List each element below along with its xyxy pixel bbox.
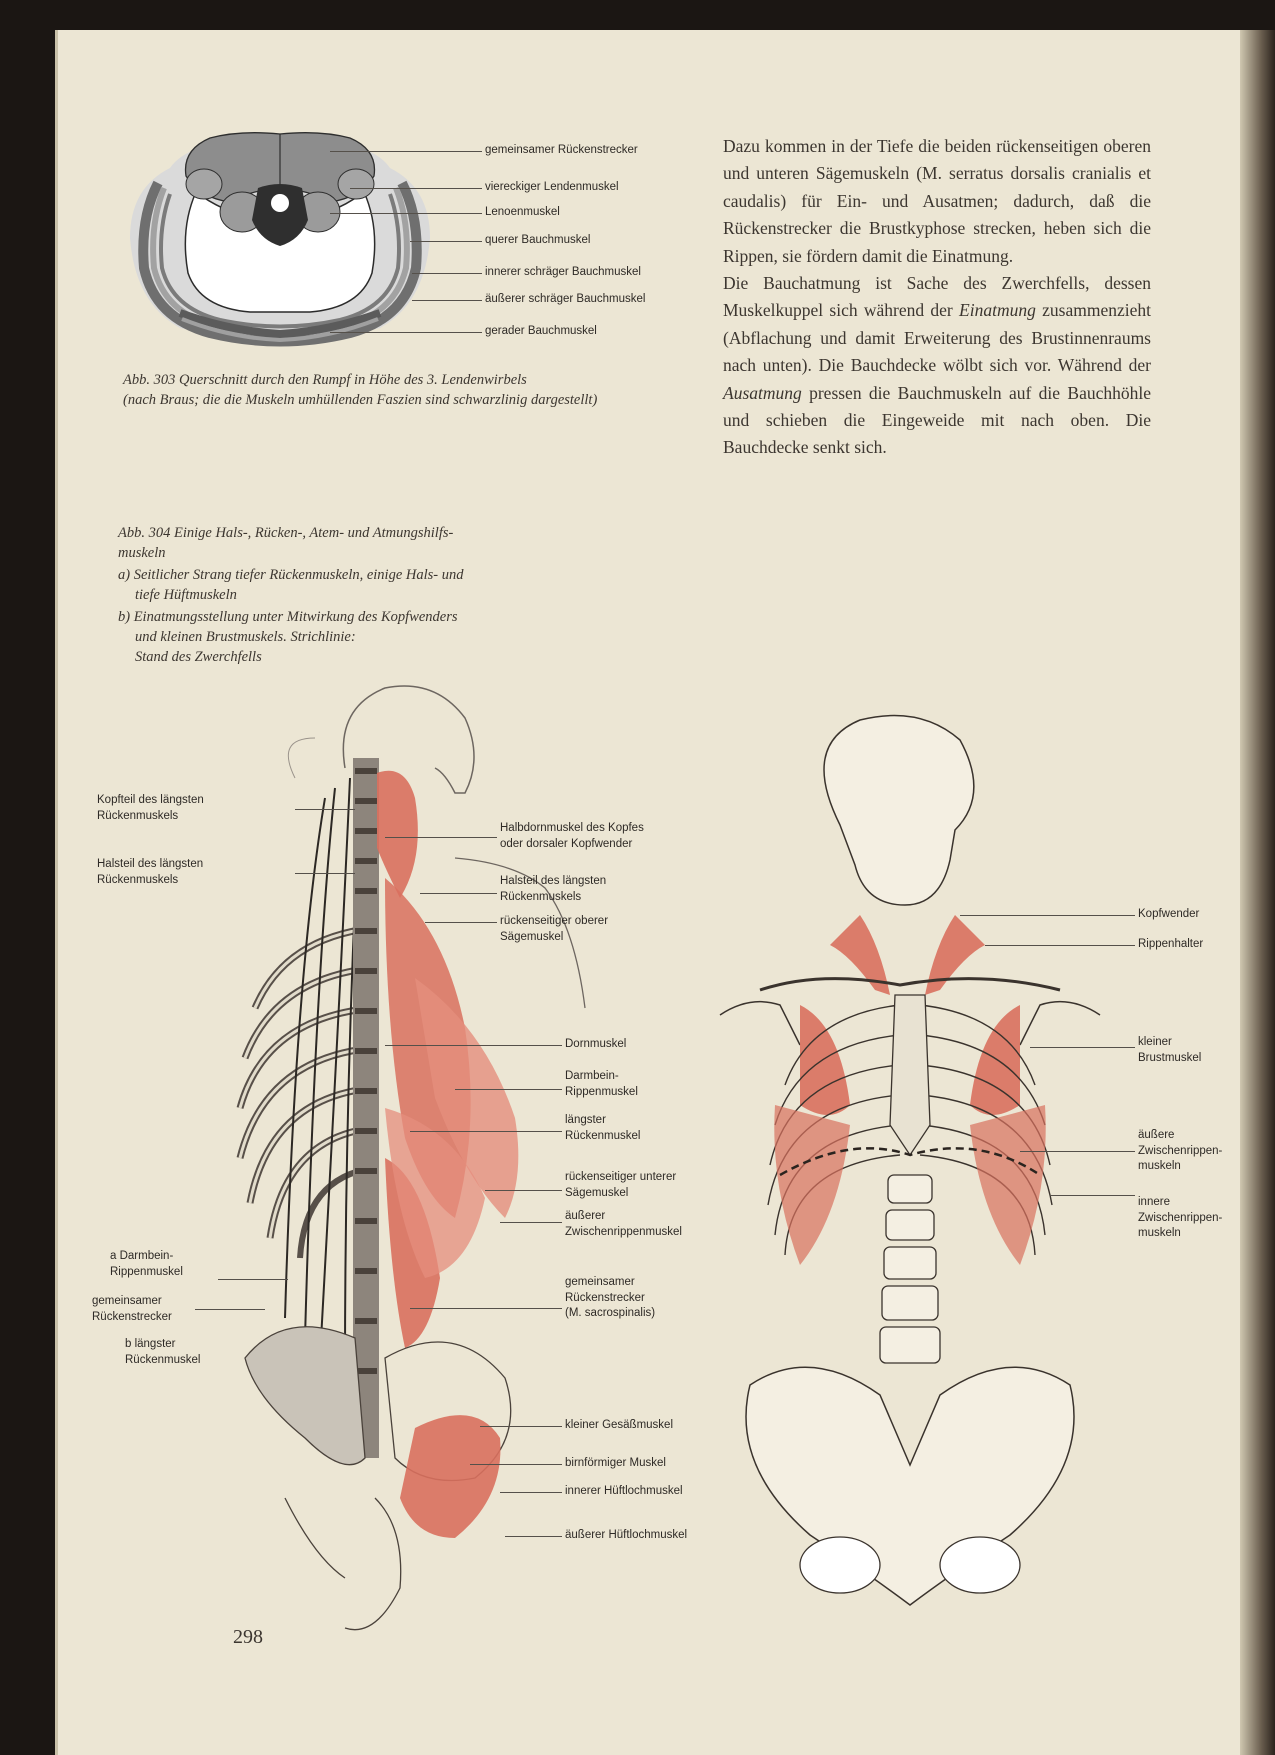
fig304a-right-label: kleiner Gesäßmuskel <box>565 1419 674 1431</box>
fig304-caption-a2: tiefe Hüftmuskeln <box>135 587 237 603</box>
fig304a-right-label: äußerer Zwischenrippenmuskel <box>565 1210 682 1238</box>
fig304a-left-label: Kopfteil des längsten Rückenmuskels <box>97 794 204 822</box>
fig304b-label: Kopfwender <box>1138 908 1200 920</box>
fig304a-right-label: rückenseitiger unterer Sägemuskel <box>565 1171 677 1199</box>
fig303-label: äußerer schräger Bauchmuskel <box>485 293 646 305</box>
fig304a-left-label: a Darmbein- Rippenmuskel <box>110 1250 183 1278</box>
fig303-label: Lenoenmuskel <box>485 206 560 218</box>
body-text <box>723 133 1151 462</box>
body-paragraph-1: Dazu kommen in der Tiefe die beiden rückenseitigen oberen und unteren Sägemuskeln (M. serratus dorsalis cranialis et caudalis) für Ein- und Ausatmen; dadurch, daß die Rückenstrecker die Brustkyphose strecken, heben sich die Rippen, sie fördern damit die Einatmung. <box>723 136 1151 266</box>
fig304b-label: äußere Zwischenrippen- muskeln <box>1138 1129 1223 1172</box>
fig304a-right-label: birnförmiger Muskel <box>565 1457 666 1469</box>
fig304-caption-b1: b) Einatmungsstellung unter Mitwirkung des Kopfwenders <box>118 609 458 625</box>
fig303-label: querer Bauchmuskel <box>485 234 591 246</box>
fig303-caption-line2: (nach Braus; die die Muskeln umhüllenden Faszien sind schwarzlinig dargestellt) <box>123 392 598 408</box>
fig303-label: gerader Bauchmuskel <box>485 325 597 337</box>
fig304a-right-label: gemeinsamer Rückenstrecker (M. sacrospinalis) <box>565 1276 656 1319</box>
fig304a-right-label: Halbdornmuskel des Kopfes oder dorsaler Kopfwender <box>500 822 644 850</box>
fig304a-right-label: innerer Hüftlochmuskel <box>565 1485 683 1497</box>
fig304a-right-label: Dornmuskel <box>565 1038 627 1050</box>
fig303-label: viereckiger Lendenmuskel <box>485 181 619 193</box>
body-paragraph-2: Die Bauchatmung ist Sache des Zwerchfells, dessen Muskelkuppel sich während der Einatmung zusammenzieht (Abflachung und damit Erweiterung des Brustinnenraums nach unten). Die Bauchdecke wölbt sich vor. Während der Ausatmung pressen die Bauchmuskeln auf die Bauchhöhle und schieben die Eingeweide mit nach oben. Die Bauchdecke senkt sich. <box>723 273 1151 458</box>
fig304a-right-label: Darmbein- Rippenmuskel <box>565 1070 638 1098</box>
fig304a-right-label: rückenseitiger oberer Sägemuskel <box>500 915 609 943</box>
fig304a-left-label: b längster Rückenmuskel <box>125 1338 201 1366</box>
fig304b-front-illustration <box>690 705 1130 1665</box>
fig303-label: gemeinsamer Rückenstrecker <box>485 144 638 156</box>
fig304-caption-a1: a) Seitlicher Strang tiefer Rückenmuskeln, einige Hals- und <box>118 567 464 583</box>
fig304a-left-label: gemeinsamer Rückenstrecker <box>92 1295 172 1323</box>
fig304b-label: Rippenhalter <box>1138 938 1204 950</box>
fig304b-label: kleiner Brustmuskel <box>1138 1036 1202 1064</box>
fig304b-label: innere Zwischenrippen- muskeln <box>1138 1196 1223 1239</box>
fig304-caption-b3: Stand des Zwerchfells <box>135 649 262 665</box>
fig303-cross-section <box>130 128 430 358</box>
fig304-caption-b2: und kleinen Brustmuskels. Strichlinie: <box>135 629 356 645</box>
fig304-caption-line1: Abb. 304 Einige Hals-, Rücken-, Atem- und Atmungshilfs- <box>118 525 454 541</box>
fig304-caption-line2: muskeln <box>118 545 166 561</box>
fig304a-left-label: Halsteil des längsten Rückenmuskels <box>97 858 204 886</box>
fig304a-right-label: äußerer Hüftlochmuskel <box>565 1529 688 1541</box>
fig303-caption-line1: Abb. 303 Querschnitt durch den Rumpf in Höhe des 3. Lendenwirbels <box>123 372 527 388</box>
fig304a-right-label: längster Rückenmuskel <box>565 1114 641 1142</box>
page-number: 298 <box>233 1626 263 1648</box>
fig304a-right-label: Halsteil des längsten Rückenmuskels <box>500 875 607 903</box>
book-gutter <box>1240 30 1275 1755</box>
fig303-label: innerer schräger Bauchmuskel <box>485 266 641 278</box>
